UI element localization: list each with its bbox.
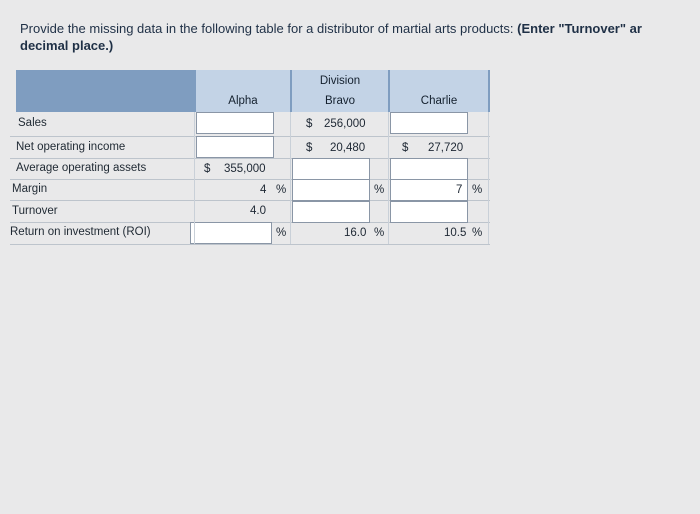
charlie-assets-input[interactable] [390, 158, 468, 180]
column-bravo: Bravo [324, 95, 356, 107]
row-label-margin: Margin [12, 183, 48, 195]
charlie-sales-input[interactable] [390, 112, 468, 134]
alpha-assets-value: 355,000 [224, 163, 266, 175]
question-prompt [20, 20, 700, 54]
bravo-noi-value: 20,480 [330, 142, 366, 154]
charlie-noi-value: 27,720 [428, 142, 464, 154]
currency-symbol: $ [402, 142, 409, 154]
row-label-roi: Return on investment (ROI) [10, 226, 151, 238]
row-divider [10, 244, 490, 245]
bravo-sales-value: 256,000 [324, 118, 366, 130]
alpha-roi-input[interactable] [190, 222, 272, 244]
bravo-margin-input[interactable] [292, 179, 370, 201]
percent-symbol: % [472, 227, 483, 239]
column-divider [488, 112, 489, 244]
row-label-noi: Net operating income [16, 141, 126, 153]
percent-symbol: % [374, 184, 385, 196]
currency-symbol: $ [204, 163, 211, 175]
column-charlie: Charlie [420, 95, 458, 107]
percent-symbol: % [276, 227, 287, 239]
row-label-turnover: Turnover [12, 205, 58, 217]
column-alpha: Alpha [228, 95, 258, 107]
column-divider [388, 112, 389, 244]
roi-table [10, 70, 490, 246]
row-label-sales: Sales [18, 117, 47, 129]
alpha-margin-value: 4 [260, 184, 267, 196]
alpha-sales-input[interactable] [196, 112, 274, 134]
bravo-roi-value: 16.0 [344, 227, 367, 239]
prompt-text: Provide the missing data in the following table for a distributor of martial arts products: [20, 21, 514, 36]
charlie-roi-value: 10.5 [444, 227, 467, 239]
currency-symbol: $ [306, 118, 313, 130]
percent-symbol: % [374, 227, 385, 239]
charlie-margin-value: 7 [456, 184, 463, 196]
column-divider [290, 112, 291, 244]
charlie-turnover-input[interactable] [390, 201, 468, 223]
prompt-instruction-cont: decimal place.) [20, 38, 114, 53]
currency-symbol: $ [306, 142, 313, 154]
row-label-assets: Average operating assets [16, 162, 147, 174]
prompt-instruction: (Enter "Turnover" ar [517, 21, 642, 36]
column-divider [194, 112, 195, 244]
alpha-turnover-value: 4.0 [250, 205, 266, 217]
division-header: Division [319, 75, 361, 87]
percent-symbol: % [276, 184, 287, 196]
percent-symbol: % [472, 184, 483, 196]
alpha-noi-input[interactable] [196, 136, 274, 158]
bravo-assets-input[interactable] [292, 158, 370, 180]
bravo-turnover-input[interactable] [292, 201, 370, 223]
